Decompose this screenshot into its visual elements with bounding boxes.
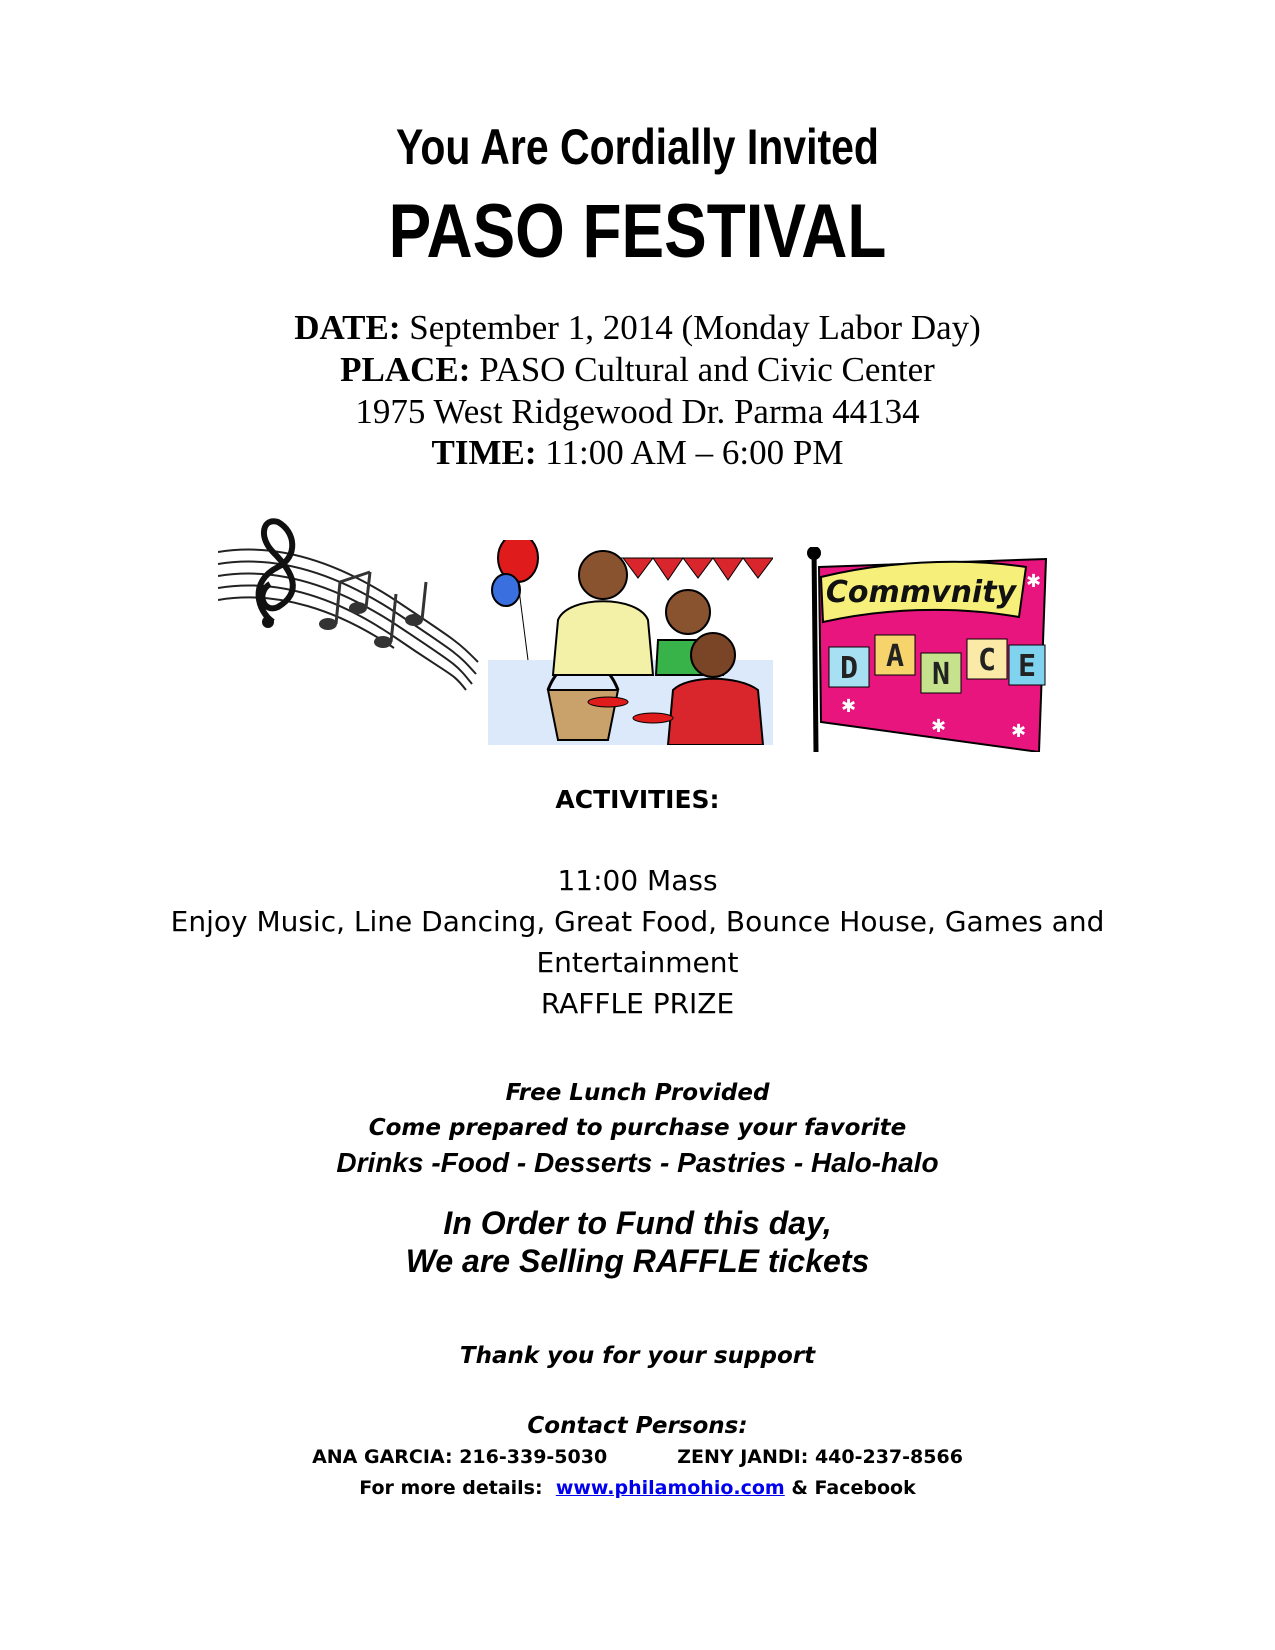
sign-letter-d: D <box>839 651 859 686</box>
activity-line: RAFFLE PRIZE <box>540 987 735 1020</box>
activities-heading: ACTIVITIES: <box>555 785 720 814</box>
details-line <box>0 1477 1275 1499</box>
free-lunch-text: Free Lunch Provided <box>505 1080 770 1106</box>
page-title: PASO FESTIVAL <box>388 189 887 274</box>
invite-heading: You Are Cordially Invited <box>396 119 879 175</box>
sign-letter-n: N <box>931 657 951 692</box>
activity-line: Entertainment <box>536 946 739 979</box>
contact-persons <box>0 1446 1275 1468</box>
address-line: 1975 West Ridgewood Dr. Parma 44134 <box>355 392 920 431</box>
time-label: TIME: <box>431 433 537 472</box>
place-value: PASO Cultural and Civic Center <box>470 350 935 389</box>
svg-text:✱: ✱ <box>1026 571 1042 592</box>
facebook-text: & Facebook <box>784 1477 916 1499</box>
picnic-image <box>488 540 773 745</box>
activity-line: 11:00 Mass <box>557 864 718 897</box>
date-label: DATE: <box>294 308 401 347</box>
contact-person-2: ZENY JANDI: 440-237-8566 <box>677 1446 963 1468</box>
svg-text:✱: ✱ <box>1011 721 1027 742</box>
raffle-line-1: In Order to Fund this day, <box>443 1205 832 1241</box>
time-value: 11:00 AM – 6:00 PM <box>536 433 844 472</box>
activity-line: Enjoy Music, Line Dancing, Great Food, Bounce House, Games and <box>170 905 1105 938</box>
svg-text:✱: ✱ <box>931 716 947 737</box>
details-label: For more details: <box>359 1477 543 1499</box>
food-items-text: Drinks -Food - Desserts - Pastries - Halo-halo <box>336 1147 939 1178</box>
place-line <box>0 348 1275 391</box>
date-line <box>0 306 1275 349</box>
thanks-text: Thank you for your support <box>459 1343 816 1369</box>
svg-text:✱: ✱ <box>841 696 857 717</box>
community-dance-image <box>781 547 1056 752</box>
raffle-line-2: We are Selling RAFFLE tickets <box>405 1243 870 1279</box>
prepared-text: Come prepared to purchase your favorite <box>368 1115 907 1141</box>
sign-letter-c: C <box>977 643 997 678</box>
contact-person-1: ANA GARCIA: 216-339-5030 <box>312 1446 608 1468</box>
time-line <box>0 431 1275 474</box>
music-notes-image <box>218 512 480 692</box>
contact-heading: Contact Persons: <box>527 1413 748 1439</box>
sign-top-text: Commvnity <box>825 575 1017 610</box>
date-value: September 1, 2014 (Monday Labor Day) <box>400 308 981 347</box>
sign-letter-e: E <box>1017 649 1037 684</box>
place-label: PLACE: <box>340 350 471 389</box>
website-link[interactable]: www.philamohio.com <box>555 1477 785 1499</box>
sign-letter-a: A <box>885 639 905 674</box>
